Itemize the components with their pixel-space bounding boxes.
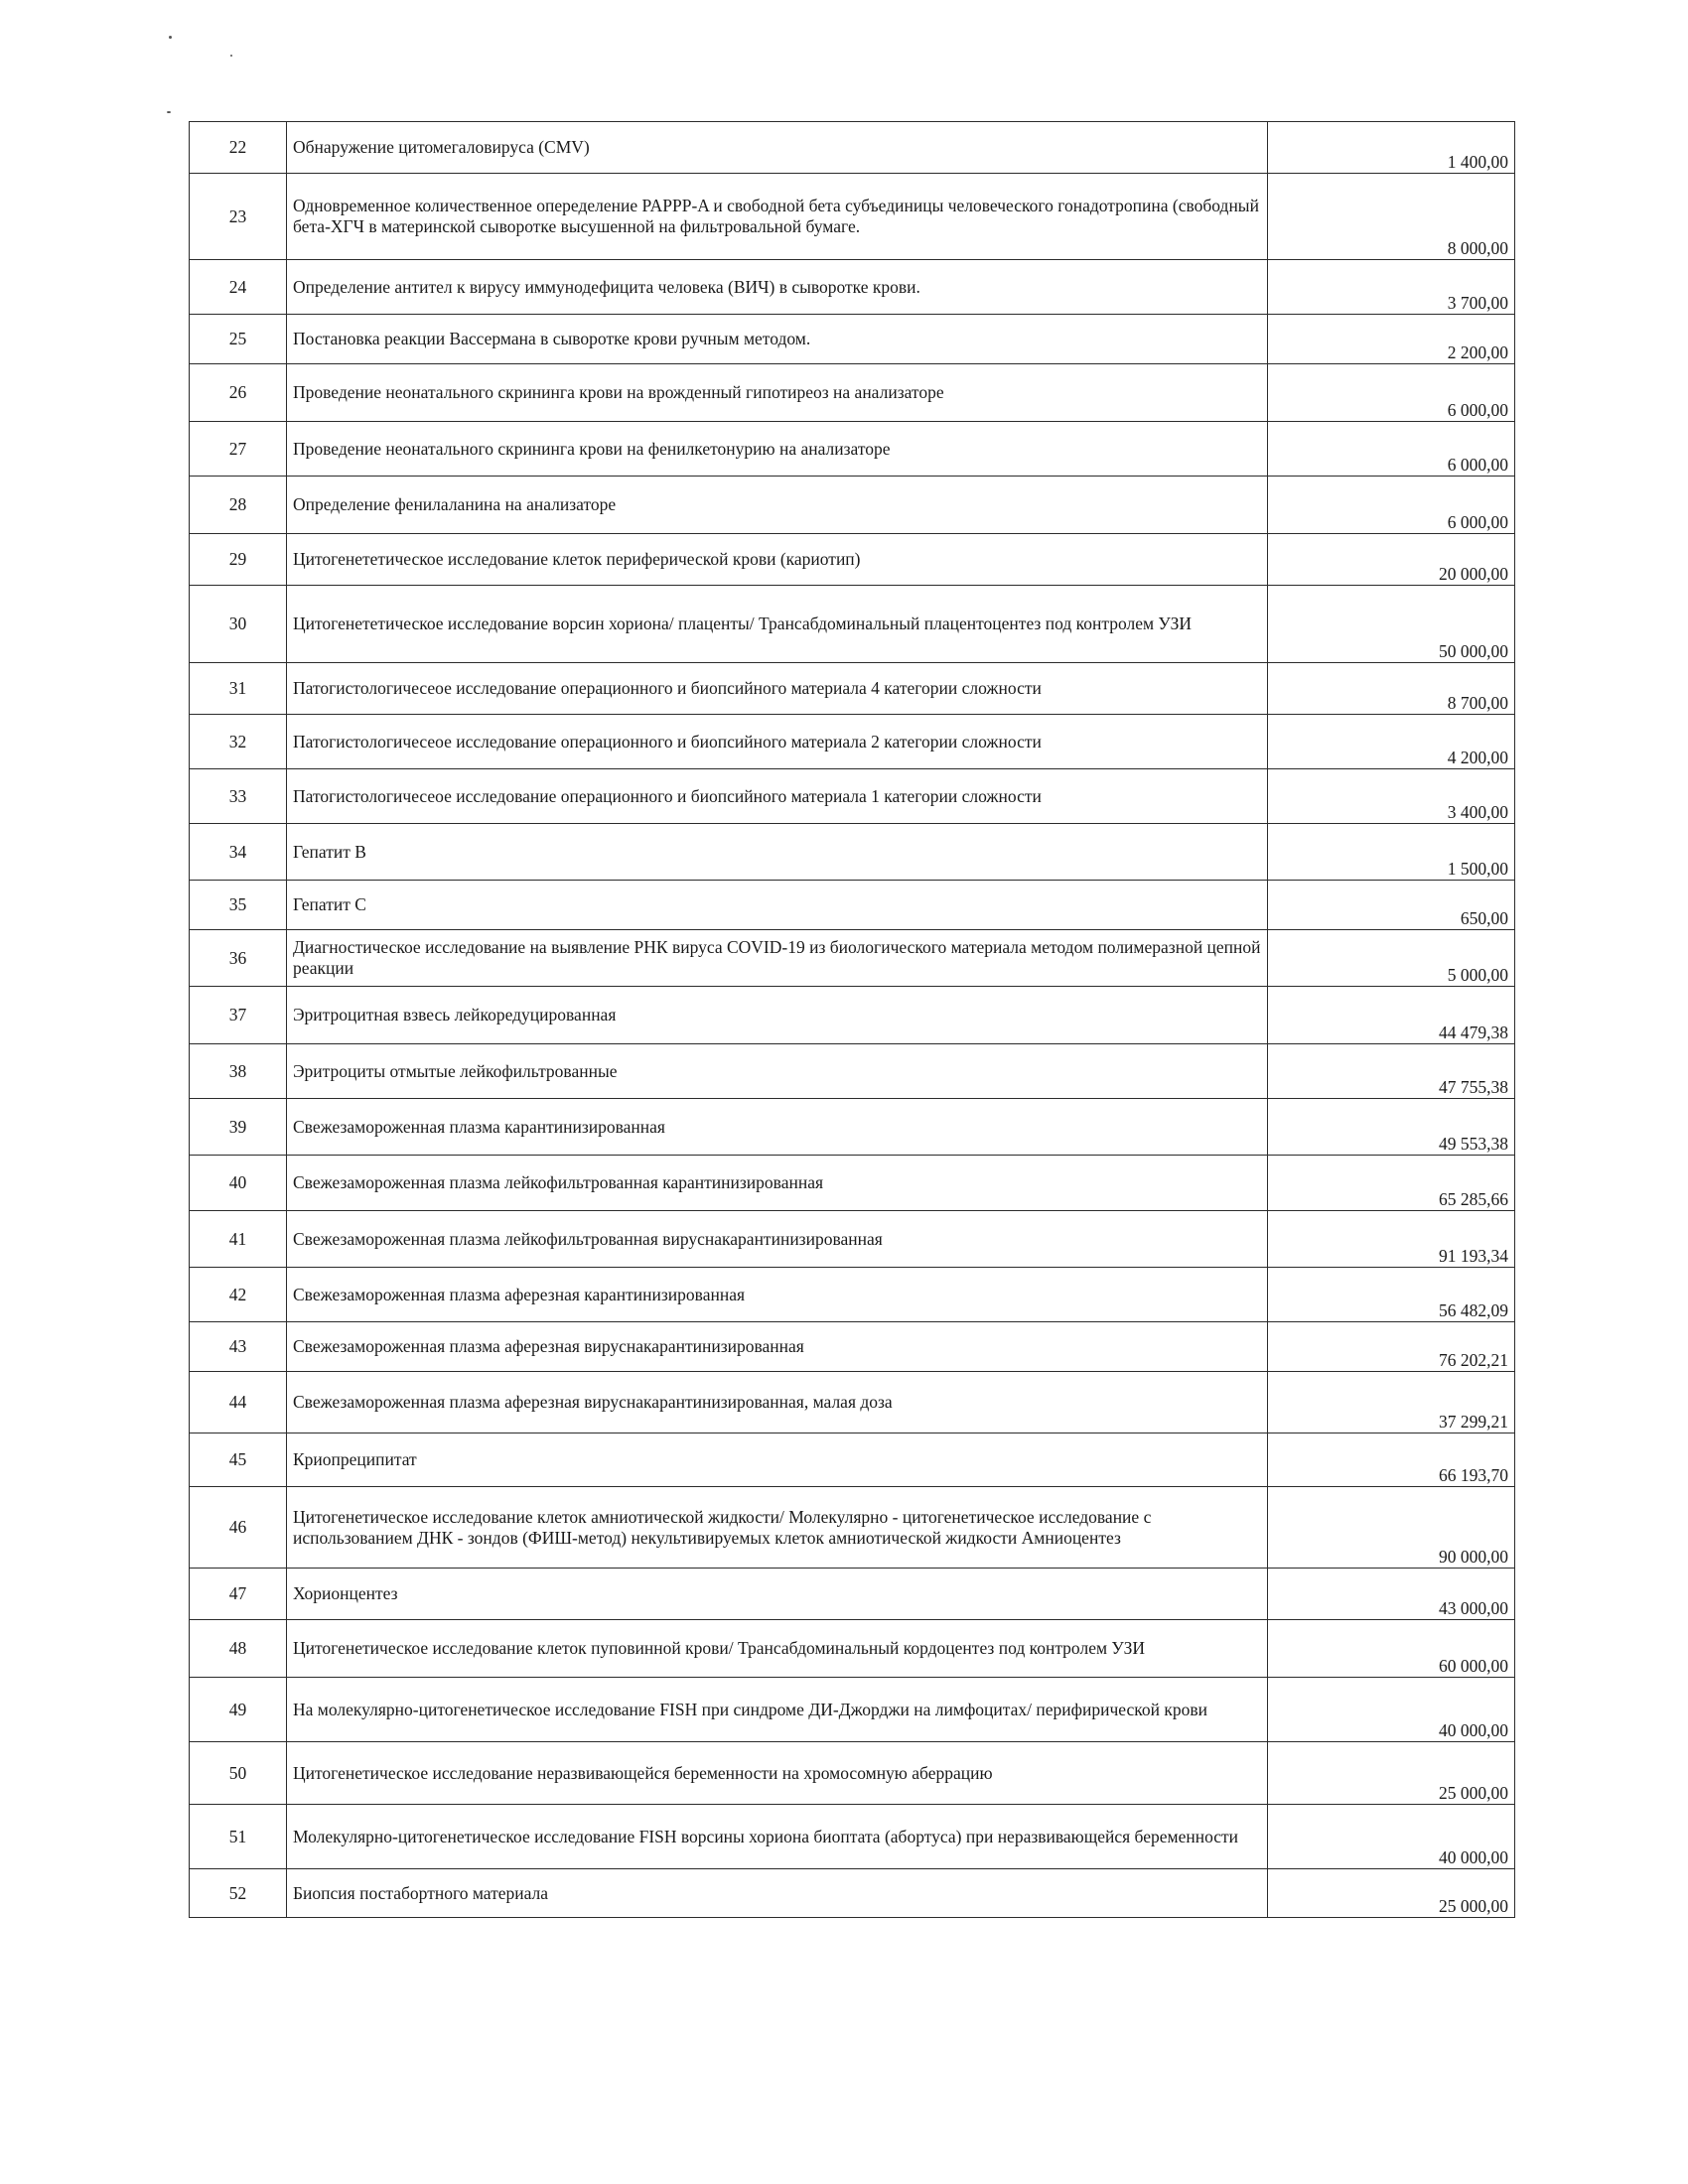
table-row: [190, 1372, 1515, 1433]
service-name: Свежезамороженная плазма лейкофильтрованная вируснакарантинизированная: [287, 1211, 1268, 1268]
service-name: Определение фенилаланина на анализаторе: [287, 477, 1268, 534]
row-number: 38: [190, 1044, 287, 1099]
table-row: [190, 1487, 1515, 1569]
service-price: 43 000,00: [1268, 1569, 1515, 1620]
table-row: [190, 1268, 1515, 1322]
row-number: 27: [190, 422, 287, 477]
table-row: [190, 260, 1515, 315]
service-price: 6 000,00: [1268, 422, 1515, 477]
row-number: 25: [190, 315, 287, 364]
service-name: Проведение неонатального скрининга крови на фенилкетонурию на анализаторе: [287, 422, 1268, 477]
row-number: 48: [190, 1620, 287, 1678]
table-row: [190, 1044, 1515, 1099]
service-price: 3 700,00: [1268, 260, 1515, 315]
table-row: [190, 315, 1515, 364]
table-row: [190, 715, 1515, 769]
table-row: [190, 586, 1515, 663]
service-price: 91 193,34: [1268, 1211, 1515, 1268]
row-number: 23: [190, 174, 287, 260]
service-name: Эритроцитная взвесь лейкоредуцированная: [287, 987, 1268, 1044]
service-name: Цитогенетическое исследование клеток пуповинной крови/ Трансабдоминальный кордоцентез под контролем УЗИ: [287, 1620, 1268, 1678]
row-number: 50: [190, 1742, 287, 1805]
service-name: На молекулярно-цитогенетическое исследование FISH при синдроме ДИ-Джорджи на лимфоцитах/ перифирической крови: [287, 1678, 1268, 1742]
row-number: 37: [190, 987, 287, 1044]
table-row: [190, 122, 1515, 174]
row-number: 41: [190, 1211, 287, 1268]
service-name: Цитогенетическое исследование неразвивающейся беременности на хромосомную аберрацию: [287, 1742, 1268, 1805]
row-number: 45: [190, 1433, 287, 1487]
table-row: [190, 987, 1515, 1044]
table-row: [190, 1211, 1515, 1268]
row-number: 24: [190, 260, 287, 315]
table-row: [190, 1099, 1515, 1156]
row-number: 22: [190, 122, 287, 174]
scan-speck: [230, 55, 232, 57]
service-name: Определение антител к вирусу иммунодефицита человека (ВИЧ) в сыворотке крови.: [287, 260, 1268, 315]
row-number: 31: [190, 663, 287, 715]
service-name: Свежезамороженная плазма лейкофильтрованная карантинизированная: [287, 1156, 1268, 1211]
service-name: Свежезамороженная плазма аферезная вируснакарантинизированная: [287, 1322, 1268, 1372]
service-price: 56 482,09: [1268, 1268, 1515, 1322]
service-price: 47 755,38: [1268, 1044, 1515, 1099]
table-row: [190, 1678, 1515, 1742]
service-name: Цитогенетическое исследование клеток амниотической жидкости/ Молекулярно - цитогенетическое исследование с использованием ДНК - зондов (ФИШ-метод) некультивируемых клеток амниотической жидкости Амниоцентез: [287, 1487, 1268, 1569]
service-name: Диагностическое исследование на выявление РНК вируса COVID-19 из биологического материала методом полимеразной цепной реакции: [287, 930, 1268, 987]
service-price: 4 200,00: [1268, 715, 1515, 769]
scan-speck: [169, 36, 172, 39]
service-price: 25 000,00: [1268, 1869, 1515, 1918]
service-name: Гепатит С: [287, 881, 1268, 930]
row-number: 35: [190, 881, 287, 930]
service-price: 1 400,00: [1268, 122, 1515, 174]
table-row: [190, 1569, 1515, 1620]
service-name: Молекулярно-цитогенетическое исследование FISH ворсины хориона биоптата (абортуса) при неразвивающейся беременности: [287, 1805, 1268, 1869]
table-row: [190, 1869, 1515, 1918]
table-row: [190, 1742, 1515, 1805]
service-name: Патогистологичесеое исследование операционного и биопсийного материала 1 категории сложности: [287, 769, 1268, 824]
service-price: 5 000,00: [1268, 930, 1515, 987]
service-name: Проведение неонатального скрининга крови на врожденный гипотиреоз на анализаторе: [287, 364, 1268, 422]
row-number: 29: [190, 534, 287, 586]
table-row: [190, 1805, 1515, 1869]
service-name: Цитогенететическое исследование ворсин хориона/ плаценты/ Трансабдоминальный плацентоцентез под контролем УЗИ: [287, 586, 1268, 663]
service-name: Обнаружение цитомегаловируса (CMV): [287, 122, 1268, 174]
table-row: [190, 1620, 1515, 1678]
service-name: Свежезамороженная плазма аферезная вируснакарантинизированная, малая доза: [287, 1372, 1268, 1433]
row-number: 42: [190, 1268, 287, 1322]
service-price: 49 553,38: [1268, 1099, 1515, 1156]
service-name: Эритроциты отмытые лейкофильтрованные: [287, 1044, 1268, 1099]
service-name: Постановка реакции Вассермана в сыворотке крови ручным методом.: [287, 315, 1268, 364]
table-row: [190, 824, 1515, 881]
service-price: 6 000,00: [1268, 477, 1515, 534]
service-price: 6 000,00: [1268, 364, 1515, 422]
row-number: 47: [190, 1569, 287, 1620]
price-list-table: [189, 121, 1515, 1918]
row-number: 43: [190, 1322, 287, 1372]
service-price: 65 285,66: [1268, 1156, 1515, 1211]
service-price: 1 500,00: [1268, 824, 1515, 881]
row-number: 34: [190, 824, 287, 881]
service-price: 66 193,70: [1268, 1433, 1515, 1487]
service-price: 40 000,00: [1268, 1805, 1515, 1869]
row-number: 26: [190, 364, 287, 422]
row-number: 32: [190, 715, 287, 769]
row-number: 49: [190, 1678, 287, 1742]
service-name: Хорионцентез: [287, 1569, 1268, 1620]
table-row: [190, 422, 1515, 477]
table-row: [190, 663, 1515, 715]
table-row: [190, 769, 1515, 824]
service-name: Цитогенететическое исследование клеток периферической крови (кариотип): [287, 534, 1268, 586]
row-number: 40: [190, 1156, 287, 1211]
service-price: 650,00: [1268, 881, 1515, 930]
service-name: Патогистологичесеое исследование операционного и биопсийного материала 4 категории сложности: [287, 663, 1268, 715]
price-list-body: [190, 122, 1515, 1918]
row-number: 39: [190, 1099, 287, 1156]
service-price: 8 700,00: [1268, 663, 1515, 715]
service-name: Одновременное количественное опеределение PAPPP-A и свободной бета субъединицы человеческого гонадотропина (свободный бета-ХГЧ в материнской сыворотке высушенной на фильтровальной бумаге.: [287, 174, 1268, 260]
table-row: [190, 1156, 1515, 1211]
scan-speck: [167, 111, 171, 113]
table-row: [190, 1322, 1515, 1372]
row-number: 44: [190, 1372, 287, 1433]
row-number: 33: [190, 769, 287, 824]
service-price: 25 000,00: [1268, 1742, 1515, 1805]
service-price: 40 000,00: [1268, 1678, 1515, 1742]
table-row: [190, 477, 1515, 534]
row-number: 30: [190, 586, 287, 663]
table-row: [190, 534, 1515, 586]
row-number: 52: [190, 1869, 287, 1918]
table-row: [190, 364, 1515, 422]
service-price: 2 200,00: [1268, 315, 1515, 364]
service-name: Биопсия постабортного материала: [287, 1869, 1268, 1918]
table-row: [190, 174, 1515, 260]
row-number: 51: [190, 1805, 287, 1869]
service-price: 90 000,00: [1268, 1487, 1515, 1569]
table-row: [190, 881, 1515, 930]
service-name: Криопреципитат: [287, 1433, 1268, 1487]
service-price: 44 479,38: [1268, 987, 1515, 1044]
service-price: 37 299,21: [1268, 1372, 1515, 1433]
service-price: 8 000,00: [1268, 174, 1515, 260]
row-number: 28: [190, 477, 287, 534]
table-row: [190, 1433, 1515, 1487]
table-row: [190, 930, 1515, 987]
service-price: 50 000,00: [1268, 586, 1515, 663]
service-price: 20 000,00: [1268, 534, 1515, 586]
service-name: Свежезамороженная плазма аферезная карантинизированная: [287, 1268, 1268, 1322]
row-number: 46: [190, 1487, 287, 1569]
service-price: 3 400,00: [1268, 769, 1515, 824]
service-name: Гепатит В: [287, 824, 1268, 881]
service-price: 60 000,00: [1268, 1620, 1515, 1678]
service-name: Патогистологичесеое исследование операционного и биопсийного материала 2 категории сложности: [287, 715, 1268, 769]
row-number: 36: [190, 930, 287, 987]
service-name: Свежезамороженная плазма карантинизированная: [287, 1099, 1268, 1156]
service-price: 76 202,21: [1268, 1322, 1515, 1372]
